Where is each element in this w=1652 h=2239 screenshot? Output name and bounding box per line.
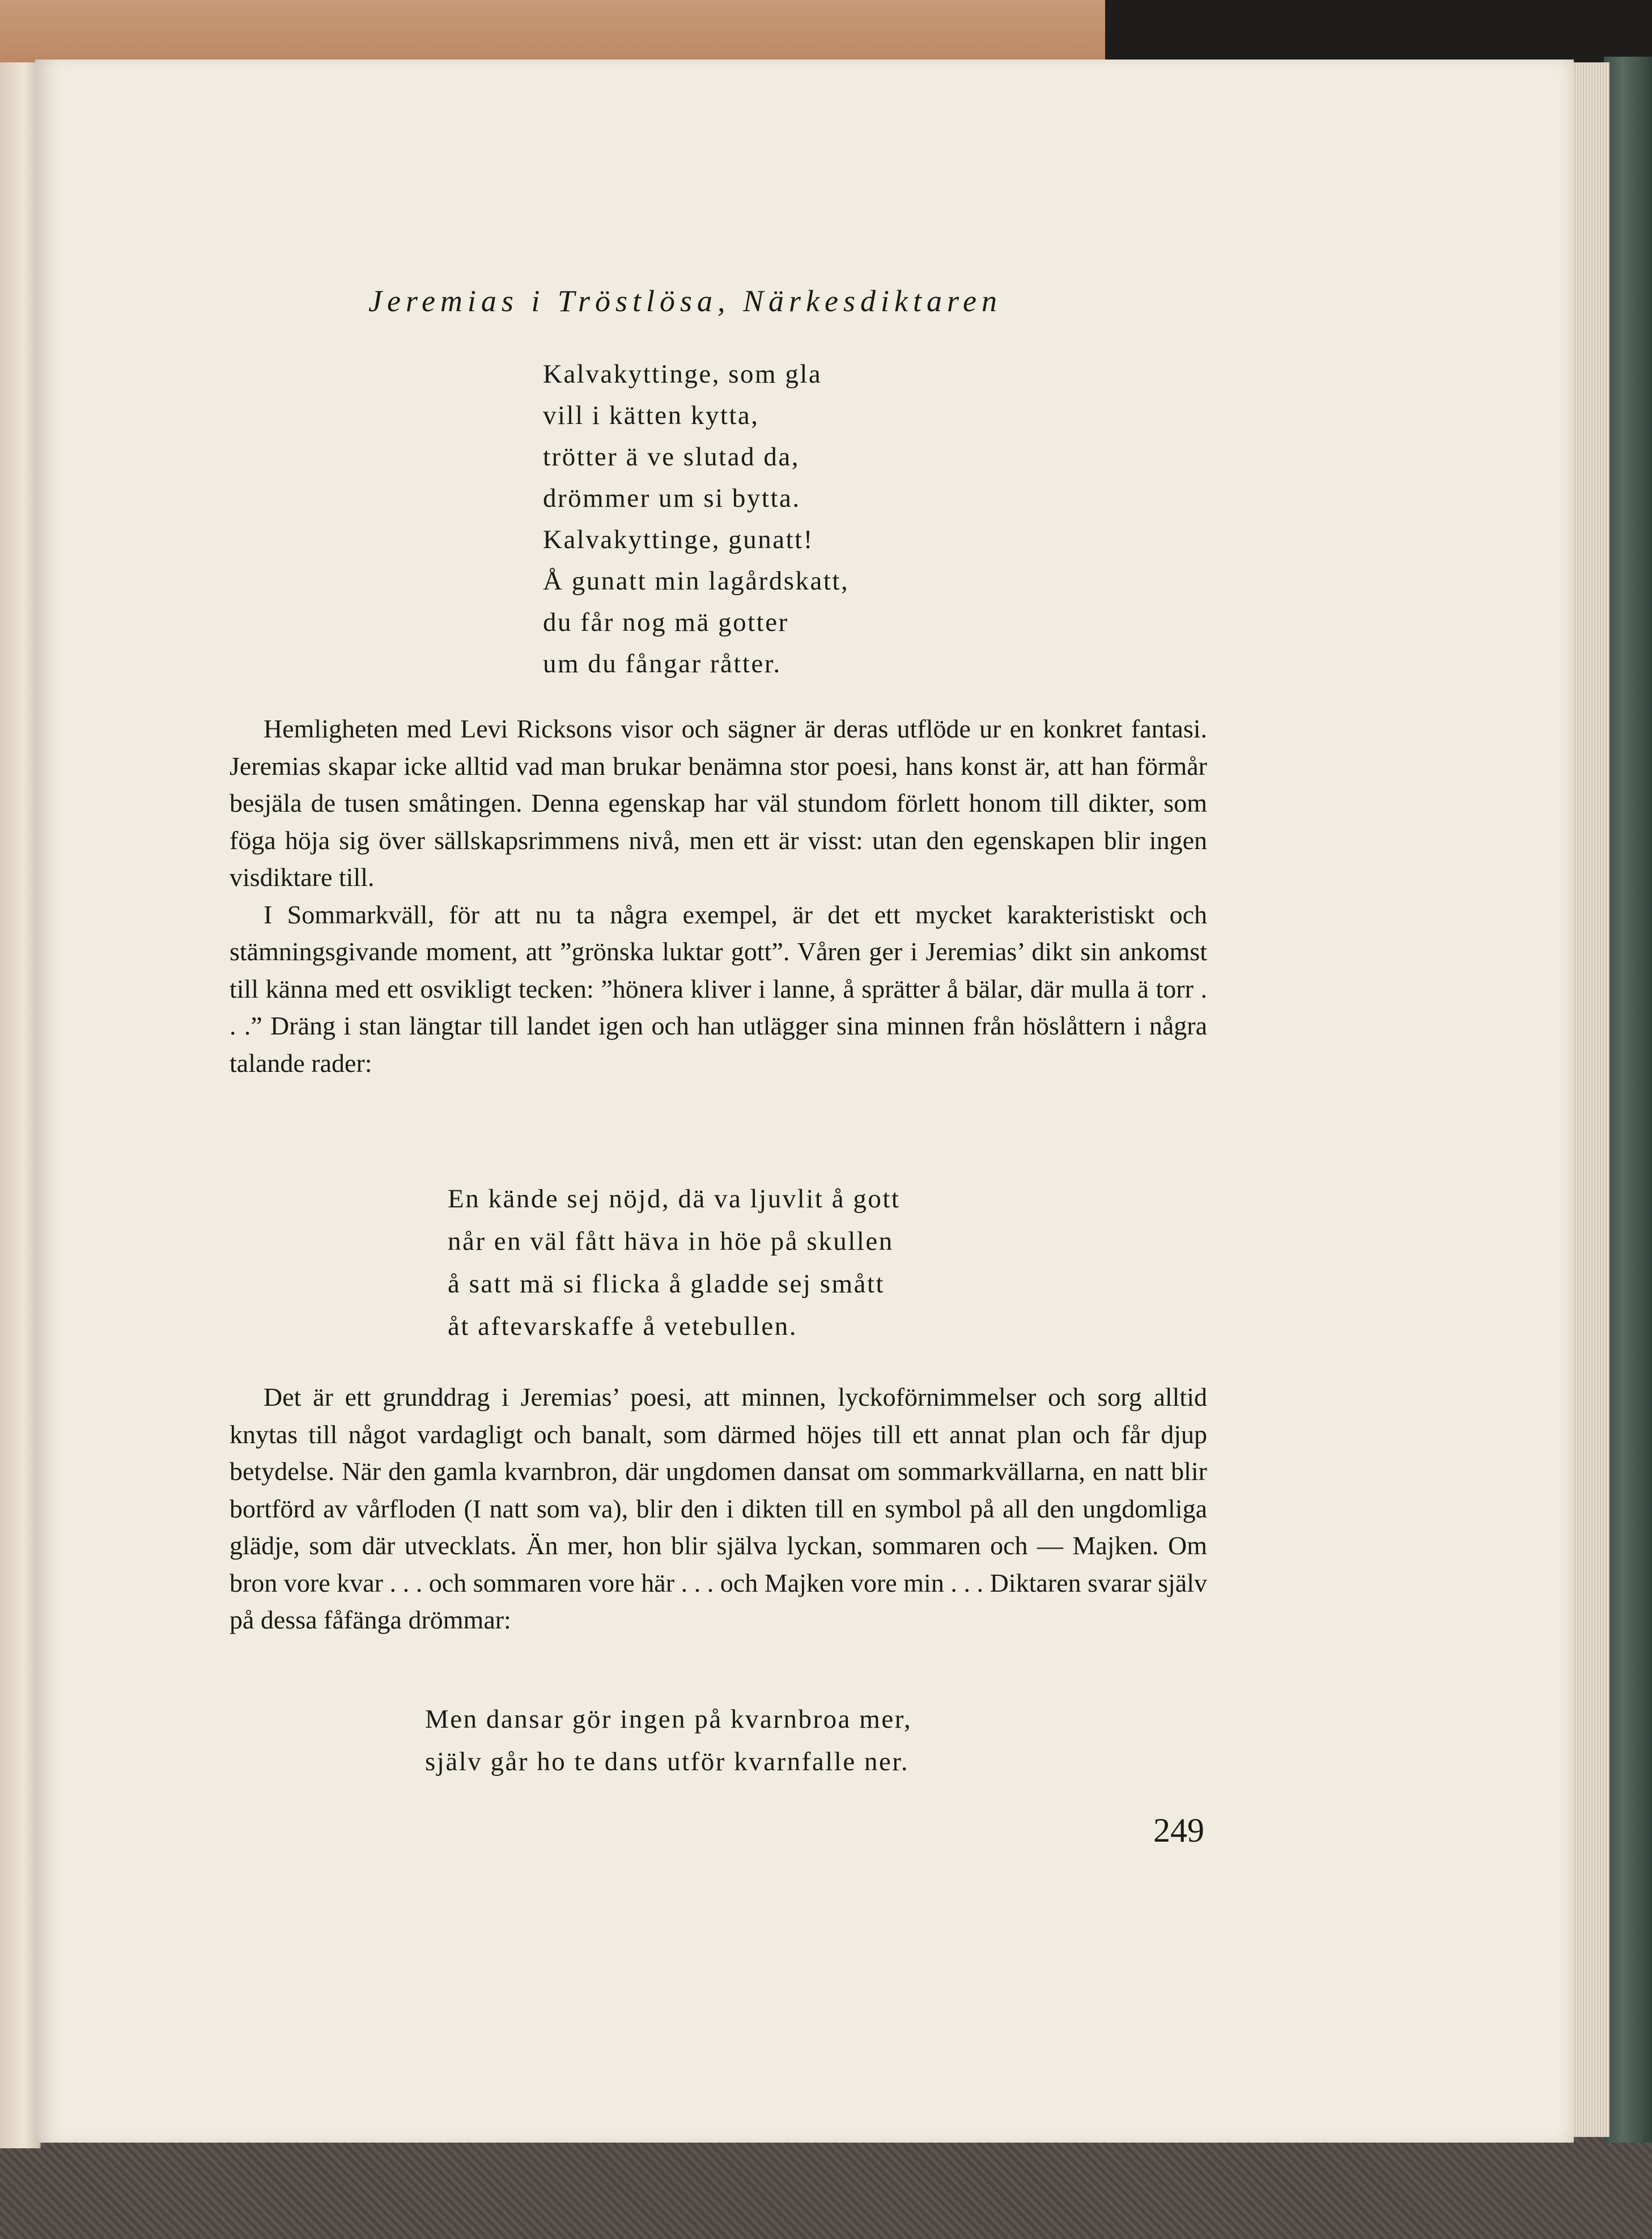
poem-hoslattern (448, 1178, 900, 1348)
book-cover-edge (1604, 57, 1652, 2143)
poem-kalvakyttinge (543, 354, 849, 685)
poem-line: Men dansar gör ingen på kvarnbroa mer, (425, 1704, 912, 1734)
poem-line: själv går ho te dans utför kvarnfalle ner. (425, 1747, 910, 1776)
poem-line: Kalvakyttinge, gunatt! (543, 525, 814, 554)
page-stack-edges (1570, 62, 1609, 2137)
poem-line: vill i kätten kytta, (543, 401, 759, 430)
body-text-section-1 (230, 710, 1207, 1082)
poem-line: Å gunatt min lagårdskatt, (543, 566, 850, 596)
poem-line: trötter ä ve slutad da, (543, 442, 800, 472)
poem-line: når en väl fått häva in höe på skullen (448, 1227, 894, 1256)
poem-kvarnbroa (425, 1698, 912, 1783)
poem-line: drömmer um si bytta. (543, 484, 801, 513)
background-carpet (0, 2131, 1652, 2239)
page-number: 249 (1153, 1812, 1204, 1849)
poem-line: um du fångar råtter. (543, 649, 782, 679)
poem-line: Kalvakyttinge, som gla (543, 359, 822, 389)
paragraph: I Sommarkväll, för att nu ta några exempel, är det ett mycket karakteristiskt och stämningsgivande moment, att ”grönska luktar gott”. Våren ger i Jeremias’ dikt sin ankomst till känna med ett osvikligt tecken: ”hönera kliver i lanne, å sprätter å bälar, där mulla ä torr . . .” Dräng i stan längtar till landet igen och han utlägger sina minnen från höslåttern i några talande rader: (230, 900, 1207, 1078)
poem-line: En kände sej nöjd, dä va ljuvlit å gott (448, 1184, 901, 1214)
poem-line: åt aftevarskaffe å vetebullen. (448, 1312, 797, 1341)
poem-line: du får nog mä gotter (543, 608, 789, 637)
poem-line: å satt mä si flicka å gladde sej smått (448, 1269, 885, 1299)
paragraph: Det är ett grunddrag i Jeremias’ poesi, att minnen, lyckoförnimmelser och sorg alltid knytas till något vardagligt och banalt, som därmed höjes till ett annat plan och får djup betydelse. När den gamla kvarnbron, där ungdomen dansat om sommarkvällarna, en natt blir bortförd av vårfloden (I natt som va), blir den i dikten till en symbol på all den ungdomliga glädje, som där utvecklats. Än mer, hon blir själva lyckan, sommaren och — Majken. Om bron vore kvar . . . och sommaren vore här . . . och Majken vore min . . . Diktaren svarar själv på dessa fåfänga drömmar: (230, 1383, 1207, 1634)
running-head: Jeremias i Tröstlösa, Närkesdiktaren (368, 284, 1002, 318)
paragraph: Hemligheten med Levi Ricksons visor och sägner är deras utflöde ur en konkret fantasi. Jeremias skapar icke alltid vad man brukar benämna stor poesi, hans konst är, att han förmår besjäla de tusen småtingen. Denna egenskap har väl stundom förlett honom till dikter, som föga höja sig över sällskapsrimmens nivå, men ett är visst: utan den egenskapen blir ingen visdiktare till. (230, 714, 1207, 892)
body-text-section-2 (230, 1379, 1207, 1639)
